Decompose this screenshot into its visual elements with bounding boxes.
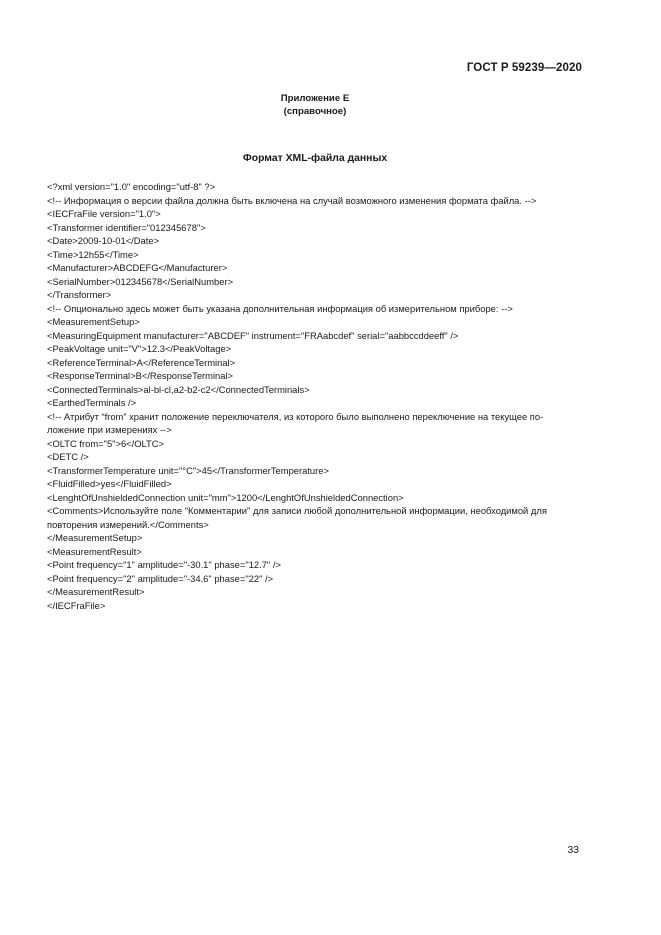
standard-code: ГОСТ Р 59239—2020 [466, 62, 582, 74]
xml-line: <MeasurementResult> [47, 545, 142, 557]
xml-line: <Manufacturer>ABCDEFG</Manufacturer> [47, 262, 228, 273]
xml-line: <ReferenceTerminal>A</ReferenceTerminal> [47, 356, 236, 368]
xml-line: <Date>2009-10-01</Date> [47, 235, 160, 246]
xml-line: </MeasurementSetup> [47, 532, 143, 543]
xml-line: <DETC /> [47, 451, 89, 462]
xml-line: <Point frequency="1" amplitude="-30.1" phase="12.7" /> [47, 559, 281, 570]
xml-line: <?xml version="1.0" encoding="utf-8" ?> [47, 181, 216, 192]
annex-heading [0, 92, 630, 118]
xml-line: <PeakVoltage unit="V">12.3</PeakVoltage> [47, 343, 232, 354]
xml-line: <LenghtOfUnshieldedConnection unit="mm">1200</LenghtOfUnshieldedConnection> [47, 491, 404, 503]
xml-line: <IECFraFile version="1.0"> [47, 208, 161, 219]
xml-line: </MeasurementResult> [47, 586, 145, 597]
xml-line: <Point frequency="2" amplitude="-34.6" phase="22" /> [47, 572, 274, 584]
xml-line: <!-- Опционально здесь может быть указана дополнительная информация об измерительном приборе: --> [47, 302, 513, 314]
xml-line: <Time>12h55</Time> [47, 248, 139, 260]
xml-line: </Transformer> [47, 289, 112, 300]
xml-line: <!-- Информация о версии файла должна быть включена на случай возможного изменения формата файла. --> [47, 194, 537, 206]
xml-listing [47, 180, 587, 612]
annex-title: Приложение Е [280, 93, 350, 104]
xml-line: <SerialNumber>012345678</SerialNumber> [47, 275, 234, 287]
annex-subtitle: (справочное) [283, 106, 347, 117]
xml-line: ложение при измерениях --> [47, 424, 172, 435]
xml-line: <ResponseTerminal>B</ResponseTerminal> [47, 370, 234, 381]
xml-line: <TransformerTemperature unit="°C">45</TransformerTemperature> [47, 464, 329, 476]
page-number: 33 [567, 844, 579, 856]
xml-line: повторения измерений.</Comments> [47, 518, 209, 530]
xml-line: <ConnectedTerminals>al-bl-cl,a2-b2-c2</ConnectedTerminals> [47, 383, 310, 395]
xml-line: <OLTC from="5">6</OLTC> [47, 437, 165, 449]
xml-line: <!-- Атрибут “from” хранит положение переключателя, из которого было выполнено переключение на текущее по- [47, 410, 544, 422]
xml-line: <FluidFilled>yes</FluidFilled> [47, 478, 172, 489]
xml-line: <MeasuringEquipment manufacturer="ABCDEF" instrument="FRAabcdef" serial="aabbccddeeff" /> [47, 329, 459, 341]
xml-line: <EarthedTerminals /> [47, 397, 137, 408]
xml-line: <Transformer identifier="012345678"> [47, 221, 206, 233]
xml-line: <MeasurementSetup> [47, 316, 140, 327]
xml-line: </IECFraFile> [47, 599, 106, 611]
xml-line: <Comments>Используйте поле "Комментарии" для записи любой дополнительной информации, необходимой для [47, 505, 547, 516]
section-title: Формат XML-файла данных [242, 153, 388, 164]
